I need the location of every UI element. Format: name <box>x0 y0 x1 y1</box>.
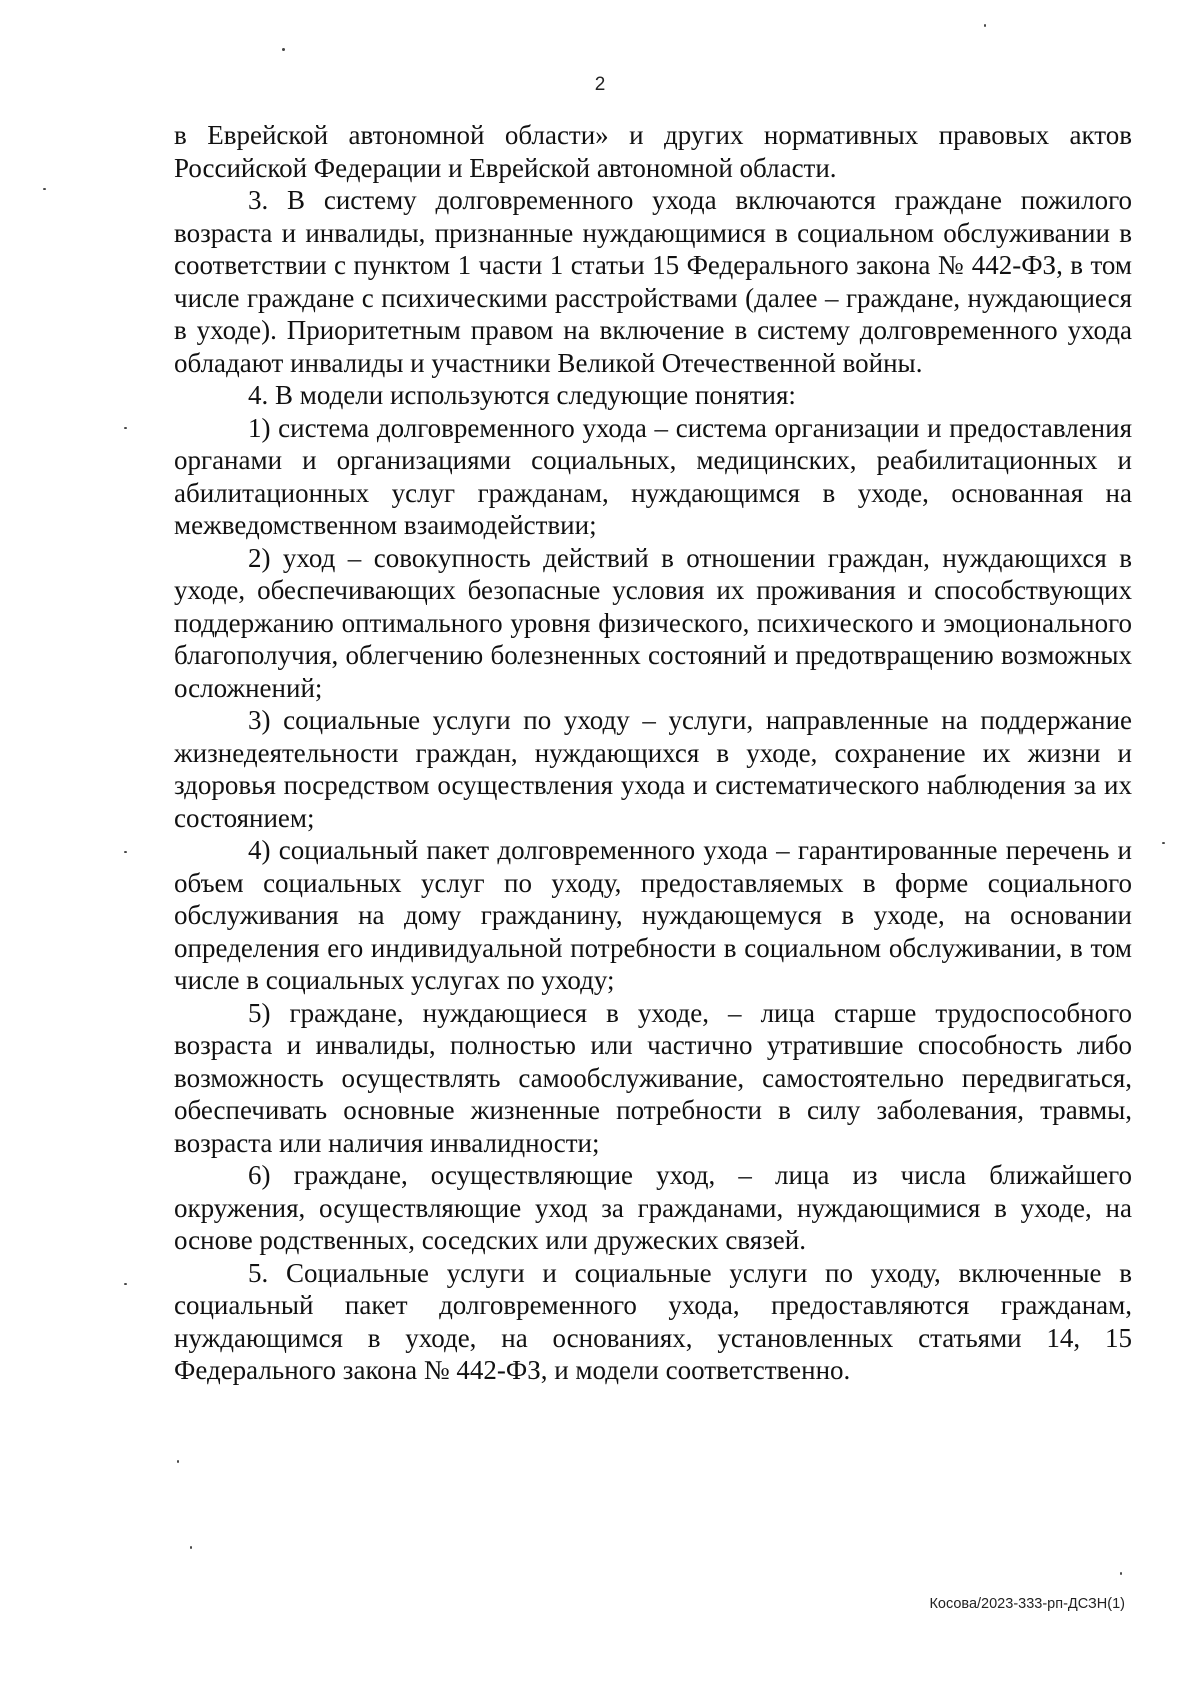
scan-speck <box>1162 842 1165 844</box>
scan-speck <box>124 851 127 853</box>
document-body <box>174 119 1132 1387</box>
document-registration-code: Косова/2023-333-рп-ДСЗН(1) <box>929 1596 1125 1612</box>
scan-speck <box>190 1546 192 1549</box>
definition-1: 1) система долговременного ухода – система организации и предоставления органами и организациями социальных, медицинских, реабилитационных и абилитационных услуг гражданам, нуждающимся в уходе, основанная на межведомственном взаимодействии; <box>174 412 1132 540</box>
paragraph-item-3: 3. В систему долговременного ухода включаются граждане пожилого возраста и инвалиды, признанные нуждающимися в социальном обслуживании в соответствии с пунктом 1 части 1 статьи 15 Федерального закона № 442-ФЗ, в том числе граждане с психическими расстройствами (далее – граждане, нуждающиеся в уходе). Приоритетным правом на включение в систему долговременного ухода обладают инвалиды и участники Великой Отечественной войны. <box>174 185 1132 378</box>
paragraph-item-4-intro: 4. В модели используются следующие понятия: <box>248 380 796 410</box>
scan-speck <box>282 48 285 51</box>
scan-speck <box>124 1283 127 1285</box>
page-number: 2 <box>594 74 606 95</box>
scan-speck <box>43 188 46 190</box>
definition-4: 4) социальный пакет долговременного ухода – гарантированные перечень и объем социальных услуг по уходу, предоставляемых в форме социального обслуживания на дому гражданину, нуждающемуся в уходе, на основании определения его индивидуальной потребности в социальном обслуживании, в том числе в социальных услугах по уходу; <box>174 835 1132 995</box>
definition-3: 3) социальные услуги по уходу – услуги, направленные на поддержание жизнедеятельности граждан, нуждающихся в уходе, сохранение их жизни и здоровья посредством осуществления ухода и систематического наблюдения за их состоянием; <box>174 705 1132 833</box>
paragraph-continuation: в Еврейской автономной области» и других нормативных правовых актов Российской Федерации и Еврейской автономной области. <box>174 120 1132 183</box>
scan-speck <box>984 24 986 27</box>
definition-2: 2) уход – совокупность действий в отношении граждан, нуждающихся в уходе, обеспечивающих безопасные условия их проживания и способствующих поддержанию оптимального уровня физического, психического и эмоционального благополучия, облегчению болезненных состояний и предотвращению возможных осложнений; <box>174 542 1132 703</box>
definition-6: 6) граждане, осуществляющие уход, – лица из числа ближайшего окружения, осуществляющие уход за гражданами, нуждающимися в уходе, на основе родственных, соседских или дружеских связей. <box>174 1160 1132 1255</box>
paragraph-item-5: 5. Социальные услуги и социальные услуги по уходу, включенные в социальный пакет долговременного ухода, предоставляются гражданам, нуждающимся в уходе, на основаниях, установленных статьями 14, 15 Федерального закона № 442-ФЗ, и модели соответственно. <box>174 1257 1132 1385</box>
scan-speck <box>124 427 127 429</box>
scan-speck <box>177 1460 179 1463</box>
definition-5: 5) граждане, нуждающиеся в уходе, – лица старше трудоспособного возраста и инвалиды, полностью или частично утратившие способность либо возможность осуществлять самообслуживание, самостоятельно передвигаться, обеспечивать основные жизненные потребности в силу заболевания, травмы, возраста или наличия инвалидности; <box>174 997 1132 1158</box>
scan-speck <box>1120 1572 1122 1575</box>
